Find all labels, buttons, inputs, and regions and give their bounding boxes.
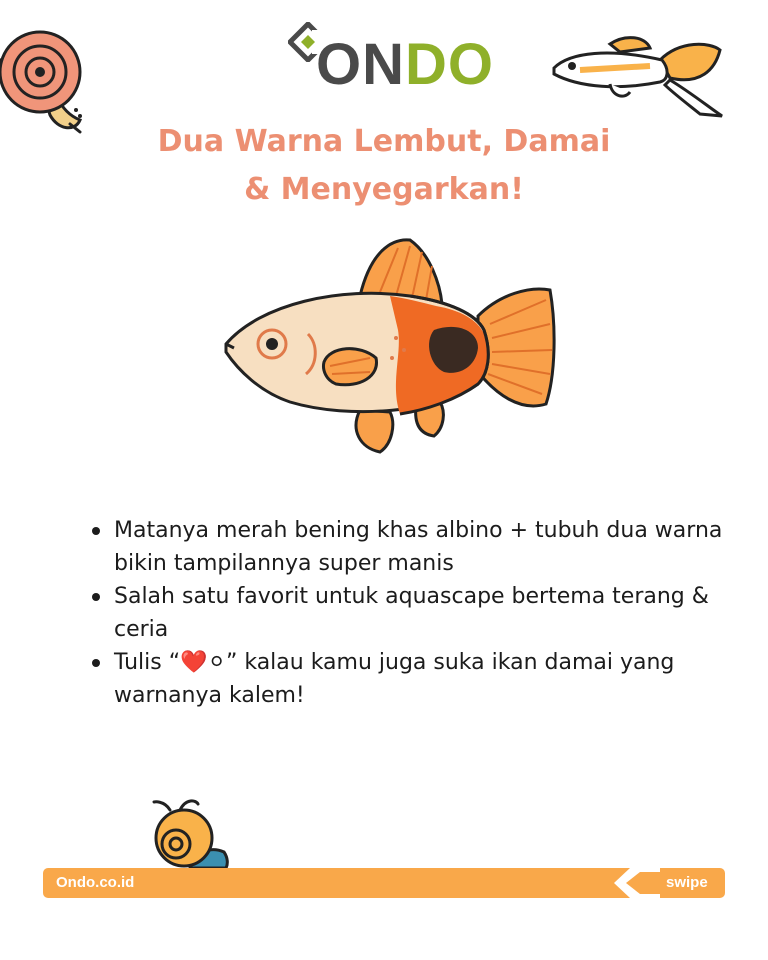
bullet-list	[88, 514, 728, 712]
footer-url[interactable]: Ondo.co.id	[56, 874, 135, 891]
list-item: Salah satu favorit untuk aquascape bertema terang & ceria	[88, 580, 728, 646]
logo-text-on: ON	[316, 32, 405, 97]
list-item: Matanya merah bening khas albino + tubuh dua warna bikin tampilannya super manis	[88, 514, 728, 580]
chevron-left-icon	[600, 862, 660, 904]
small-snail-icon	[140, 796, 232, 868]
headline-line-1: Dua Warna Lembut, Damai	[157, 124, 611, 159]
headline-line-2: & Menyegarkan!	[244, 172, 524, 207]
platy-fish-icon	[220, 234, 560, 456]
list-item: Tulis “❤️⚪” kalau kamu juga suka ikan damai yang warnanya kalem!	[88, 646, 728, 712]
guppy-icon	[550, 30, 728, 122]
ondo-logo	[288, 22, 494, 100]
logo-text-do: DO	[405, 32, 494, 97]
headline	[0, 118, 768, 214]
swipe-label[interactable]: swipe	[666, 874, 708, 891]
